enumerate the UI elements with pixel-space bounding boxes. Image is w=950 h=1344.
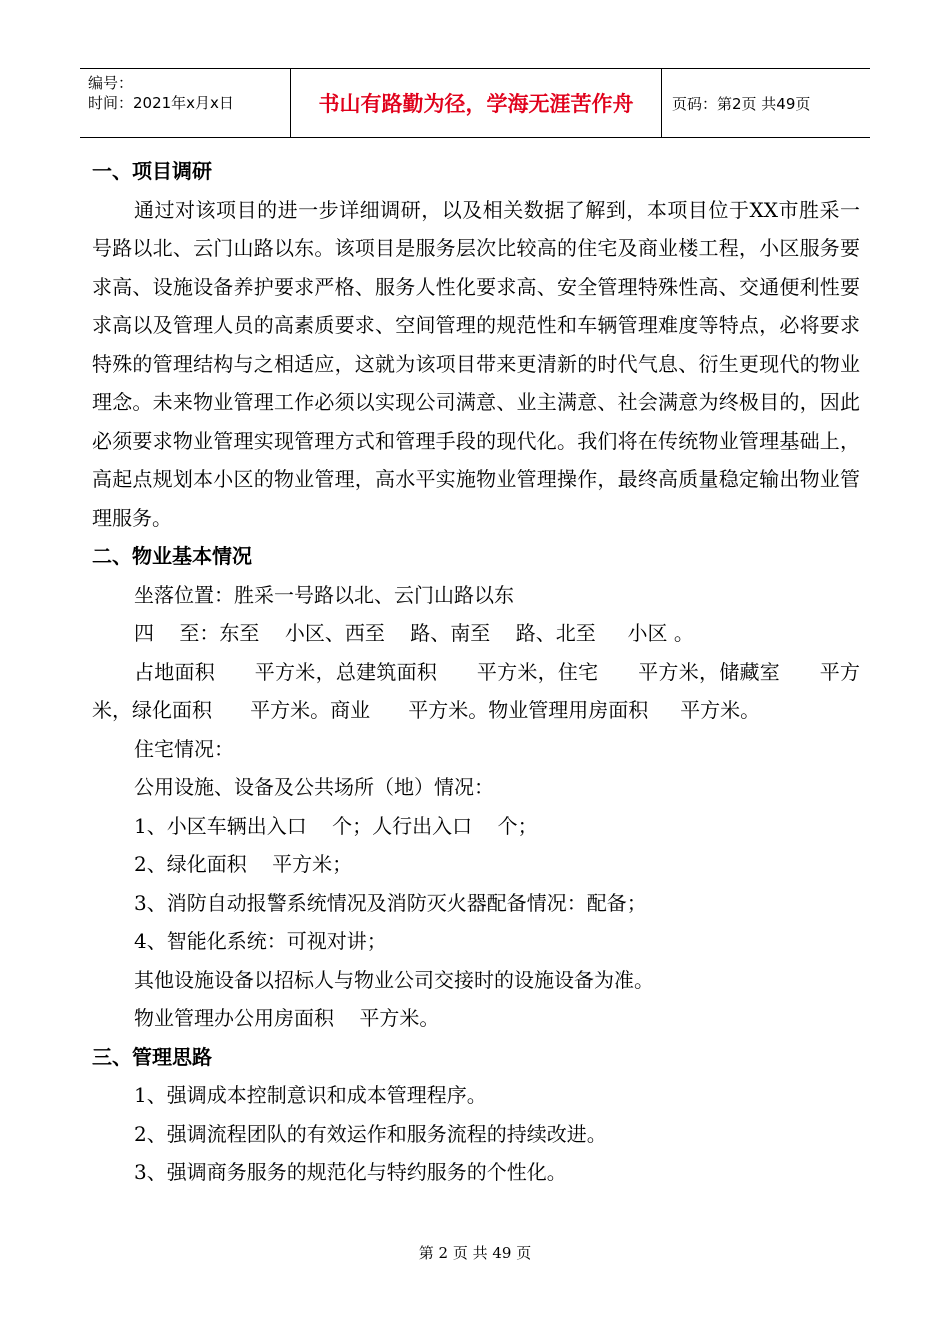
section-2-title: 二、物业基本情况 [92, 544, 252, 568]
housing-line: 住宅情况： [134, 736, 234, 761]
time-label: 时间：2021年x月x日 [88, 94, 234, 112]
serial-label: 编号： [88, 74, 134, 92]
area-paragraph: 占地面积 平方米，总建筑面积 平方米，住宅 平方米，储藏室 平方米，绿化面积 平方米。商业 平方米。物业管理用房面积 平方米。 [92, 659, 860, 722]
location-line: 坐落位置：胜采一号路以北、云门山路以东 [134, 582, 514, 607]
header-page-info: 页码：第2页 共49页 [672, 94, 811, 113]
section-1-title: 一、项目调研 [92, 159, 212, 183]
office-area-line: 物业管理办公用房面积 平方米。 [134, 1006, 440, 1030]
facility-item-3: 3、消防自动报警系统情况及消防灭火器配备情况：配备； [134, 890, 647, 915]
facilities-line: 公用设施、设备及公共场所（地）情况： [134, 775, 494, 799]
page-header [80, 68, 870, 138]
other-facilities-line: 其他设施设备以招标人与物业公司交接时的设施设备为准。 [134, 967, 654, 992]
section-3-title: 三、管理思路 [92, 1044, 212, 1069]
facility-item-2: 2、绿化面积 平方米； [134, 852, 353, 876]
page-footer: 第 2 页 共 49 页 [418, 1244, 532, 1262]
bounds-line: 四 至：东至 小区、西至 路、南至 路、北至 小区 。 [134, 621, 694, 645]
approach-item-3: 3、强调商务服务的规范化与特约服务的个性化。 [134, 1160, 567, 1184]
facility-item-4: 4、智能化系统：可视对讲； [134, 929, 387, 953]
approach-item-2: 2、强调流程团队的有效运作和服务流程的持续改进。 [134, 1121, 607, 1146]
document-body [92, 152, 860, 1192]
section-1-body: 通过对该项目的进一步详细调研，以及相关数据了解到，本项目位于XX市胜采一号路以北、云门山路以东。该项目是服务层次比较高的住宅及商业楼工程，小区服务要求高、设施设备养护要求严格、服务人性化要求高、安全管理特殊性高、交通便利性要求高以及管理人员的高素质要求、空间管理的规范性和车辆管理难度等特点，必将要求特殊的管理结构与之相适应，这就为该项目带来更清新的时代气息、衍生更现代的物业理念。未来物业管理工作必须以实现公司满意、业主满意、社会满意为终极目的，因此必须要求物业管理实现管理方式和管理手段的现代化。我们将在传统物业管理基础上，高起点规划本小区的物业管理，高水平实施物业管理操作，最终高质量稳定输出物业管理服务。 [92, 197, 860, 530]
facility-item-1: 1、小区车辆出入口 个；人行出入口 个； [134, 813, 538, 838]
approach-item-1: 1、强调成本控制意识和成本管理程序。 [134, 1083, 487, 1107]
header-motto: 书山有路勤为径，学海无涯苦作舟 [291, 69, 662, 137]
header-meta [80, 69, 291, 137]
